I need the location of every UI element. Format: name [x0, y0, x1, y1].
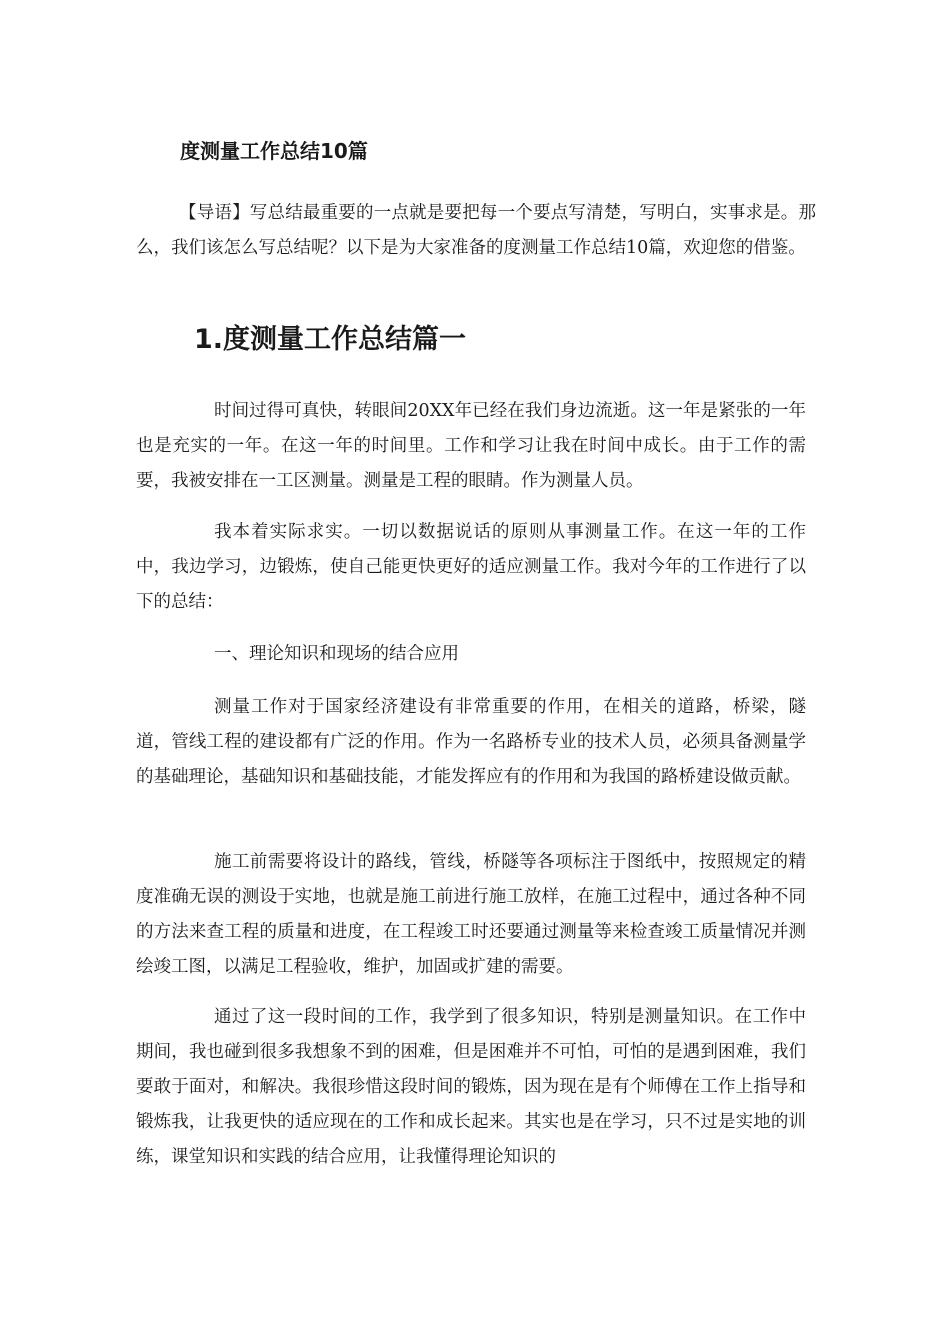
section-heading: 1.度测量工作总结篇一 — [194, 324, 467, 355]
body-paragraph: 时间过得可真快，转眼间20XX年已经在我们身边流逝。这一年是紧张的一年也是充实的一年。在这一年的时间里。工作和学习让我在时间中成长。由于工作的需要，我被安排在一工区测量。测量是工程的眼睛。作为测量人员。 — [136, 401, 806, 491]
body-paragraph: 施工前需要将设计的路线，管线，桥隧等各项标注于图纸中，按照规定的精度准确无误的测设于实地，也就是施工前进行施工放样，在施工过程中，通过各种不同的方法来查工程的质量和进度，在工程竣工时还要通过测量等来检查竣工质量情况并测绘竣工图，以满足工程验收，维护，加固或扩建的需要。 — [136, 852, 806, 977]
intro-paragraph: 【导语】写总结最重要的一点就是要把每一个要点写清楚，写明白，实事求是。那么，我们该怎么写总结呢？以下是为大家准备的度测量工作总结10篇，欢迎您的借鉴。 — [136, 203, 816, 258]
body-paragraph: 测量工作对于国家经济建设有非常重要的作用，在相关的道路，桥梁，隧道，管线工程的建设都有广泛的作用。作为一名路桥专业的技术人员，必须具备测量学的基础理论，基础知识和基础技能，才能发挥应有的作用和为我国的路桥建设做贡献。 — [136, 697, 806, 787]
subsection-heading: 一、理论知识和现场的结合应用 — [214, 644, 459, 664]
document-title: 度测量工作总结10篇 — [180, 139, 368, 163]
body-paragraph: 我本着实际求实。一切以数据说话的原则从事测量工作。在这一年的工作中，我边学习，边锻炼，使自己能更快更好的适应测量工作。我对今年的工作进行了以下的总结： — [136, 522, 806, 612]
body-paragraph: 通过了这一段时间的工作，我学到了很多知识，特别是测量知识。在工作中期间，我也碰到很多我想象不到的困难，但是困难并不可怕，可怕的是遇到困难，我们要敢于面对，和解决。我很珍惜这段时间的锻炼，因为现在是有个师傅在工作上指导和锻炼我，让我更快的适应现在的工作和成长起来。其实也是在学习，只不过是实地的训练，课堂知识和实践的结合应用，让我懂得理论知识的 — [136, 1007, 806, 1167]
